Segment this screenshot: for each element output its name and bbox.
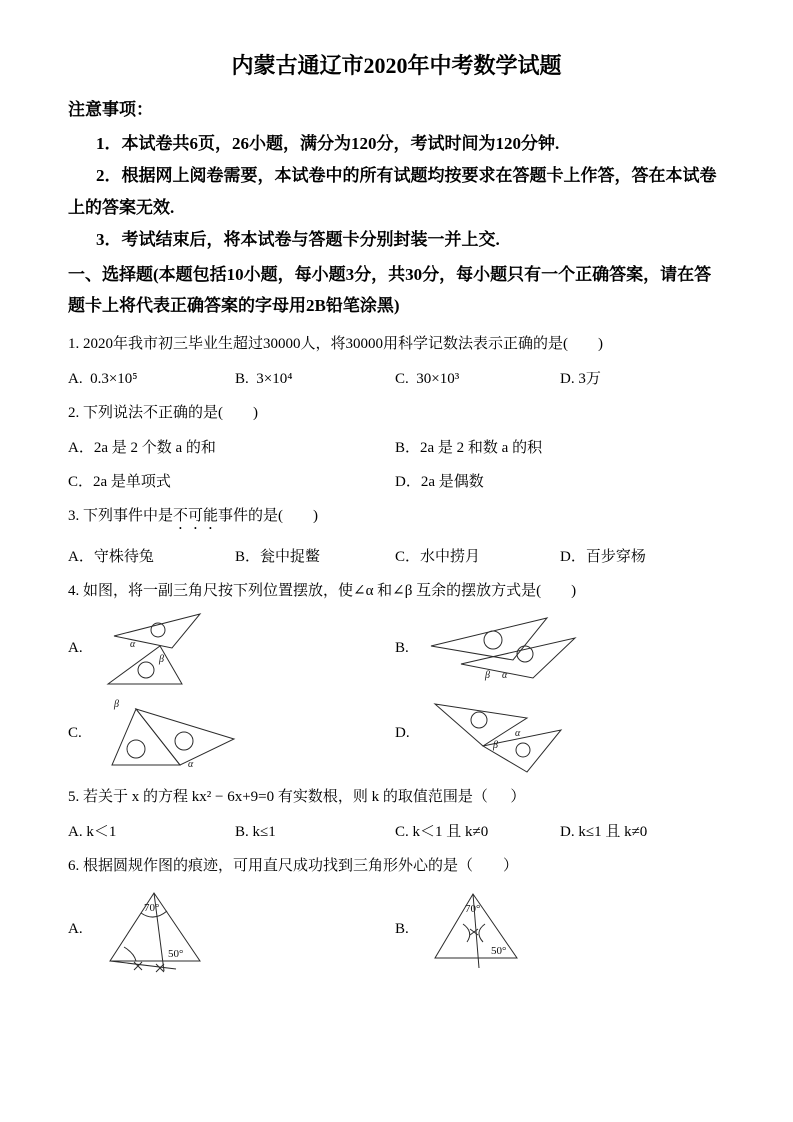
- question-6-figure-options: [68, 885, 725, 973]
- q4-option-b: [395, 610, 725, 686]
- question-1-options: [68, 368, 725, 390]
- question-4-figure-options: [68, 610, 725, 774]
- set-square-figure-c: [100, 695, 260, 771]
- q4-option-a-label: A.: [68, 639, 83, 656]
- question-6: [68, 855, 725, 973]
- stem-text: 3. 下列事件中是: [68, 508, 174, 524]
- angle-beta-label: β: [159, 654, 164, 665]
- compass-arc: [463, 924, 470, 942]
- ruler-hole: [138, 662, 154, 678]
- q6-option-b-label: B.: [395, 920, 409, 937]
- q1-option-b: B. 3×10⁴: [235, 371, 293, 387]
- q6-option-a: [68, 885, 395, 973]
- question-1: [68, 333, 725, 390]
- question-5-stem: 5. 若关于 x 的方程 kx² − 6x+9=0 有实数根，则 k 的取值范围是（ ）: [68, 789, 526, 805]
- arc-cross-mark: [134, 962, 142, 970]
- notice-item-1: 1．本试卷共6页，26小题，满分为120分，考试时间为120分钟.: [96, 134, 560, 153]
- angle-alpha-label: α: [502, 670, 508, 681]
- q5-option-b: B. k≤1: [235, 824, 276, 840]
- question-1-stem: 1. 2020年我市初三毕业生超过30000人，将30000用科学记数法表示正确的是( ): [68, 336, 603, 352]
- angle-50-label: 50°: [491, 945, 507, 957]
- q4-option-c: [68, 692, 395, 774]
- question-2-stem: 2. 下列说法不正确的是( ): [68, 405, 258, 421]
- ruler-hole: [516, 743, 530, 757]
- set-square-figure-b: [427, 612, 577, 684]
- triangle-construction-figure-a: [100, 885, 235, 973]
- q2-option-b: B．2a 是 2 和数 a 的积: [395, 440, 543, 456]
- triangle-ruler: [114, 614, 200, 648]
- q2-option-d: D．2a 是偶数: [395, 474, 484, 490]
- ruler-hole: [484, 631, 502, 649]
- angle-50-label: 50°: [168, 948, 184, 960]
- arc-cross-mark: [470, 929, 478, 935]
- angle-beta-label: β: [493, 740, 498, 751]
- question-2: [68, 402, 725, 493]
- angle-alpha-label: α: [515, 728, 521, 739]
- notice-item-3: 3．考试结束后，将本试卷与答题卡分别封装一并上交.: [96, 230, 500, 249]
- angle-beta-label: β: [114, 699, 119, 710]
- notice-heading: 注意事项：: [68, 100, 153, 119]
- q4-option-d-label: D.: [395, 724, 410, 741]
- ruler-hole: [175, 732, 193, 750]
- q4-option-a: [68, 610, 395, 686]
- q4-option-c-label: C.: [68, 724, 82, 741]
- q1-option-d: D. 3万: [560, 371, 601, 387]
- question-6-stem: 6. 根据圆规作图的痕迹，可用直尺成功找到三角形外心的是（ ）: [68, 858, 519, 874]
- q2-option-a: A．2a 是 2 个数 a 的和: [68, 440, 216, 456]
- section-heading-choice: 一、选择题(本题包括10小题，每小题3分，共30分，每小题只有一个正确答案，请在答题卡上将代表正确答案的字母用2B铅笔涂黑): [68, 265, 712, 315]
- set-square-figure-d: [427, 692, 567, 774]
- angle-alpha-label: α: [188, 759, 194, 770]
- q1-option-c: C. 30×10³: [395, 371, 460, 387]
- compass-arc: [124, 947, 136, 961]
- arc-cross-mark: [156, 964, 164, 972]
- bisector-line: [110, 961, 176, 969]
- q6-option-b: [395, 885, 725, 973]
- notice-item-2: 2．根据网上阅卷需要，本试卷中的所有试题均按要求在答题卡上作答，答在本试卷上的答案无效.: [68, 166, 717, 217]
- q3-option-b: B．瓮中捉鳖: [235, 549, 321, 565]
- q5-option-c: C. k＜1 且 k≠0: [395, 824, 489, 840]
- q6-option-a-label: A.: [68, 920, 83, 937]
- q4-option-d: [395, 692, 725, 774]
- compass-arc: [479, 924, 485, 942]
- ruler-hole: [517, 646, 533, 662]
- angle-70-label: 70°: [465, 903, 481, 915]
- triangle-construction-figure-b: [427, 888, 547, 970]
- ruler-hole: [471, 712, 487, 728]
- question-2-options-row-2: [68, 471, 725, 493]
- notice-section: [68, 96, 725, 256]
- q3-option-d: D．百步穿杨: [560, 549, 646, 565]
- ruler-hole: [127, 740, 145, 758]
- q3-option-c: C．水中捞月: [395, 549, 481, 565]
- question-4: [68, 580, 725, 774]
- triangle-ruler: [431, 618, 547, 660]
- question-5-options: [68, 821, 725, 843]
- angle-alpha-label: α: [130, 639, 136, 650]
- exam-title: 内蒙古通辽市2020年中考数学试题: [231, 53, 562, 78]
- q5-option-a: A. k＜1: [68, 824, 117, 840]
- stem-text: 事件的是( ): [218, 508, 319, 524]
- q2-option-c: C．2a 是单项式: [68, 474, 171, 490]
- emphasized-text: 不可能: [173, 508, 219, 524]
- question-4-stem: 4. 如图，将一副三角尺按下列位置摆放，使∠α 和∠β 互余的摆放方式是( ): [68, 583, 577, 599]
- angle-beta-label: β: [485, 670, 490, 681]
- set-square-figure-a: [100, 610, 250, 686]
- question-3-options: [68, 546, 725, 568]
- triangle-ruler: [112, 709, 180, 765]
- triangle-ruler: [136, 709, 234, 765]
- question-2-options-row-1: [68, 437, 725, 459]
- question-3: [68, 505, 725, 568]
- triangle-ruler: [483, 730, 561, 772]
- question-5: [68, 786, 725, 843]
- q4-option-b-label: B.: [395, 639, 409, 656]
- q3-option-a: A．守株待兔: [68, 549, 154, 565]
- question-3-stem: [68, 505, 725, 533]
- q5-option-d: D. k≤1 且 k≠0: [560, 824, 648, 840]
- angle-70-label: 70°: [144, 902, 160, 914]
- q1-option-a: A. 0.3×10⁵: [68, 371, 138, 387]
